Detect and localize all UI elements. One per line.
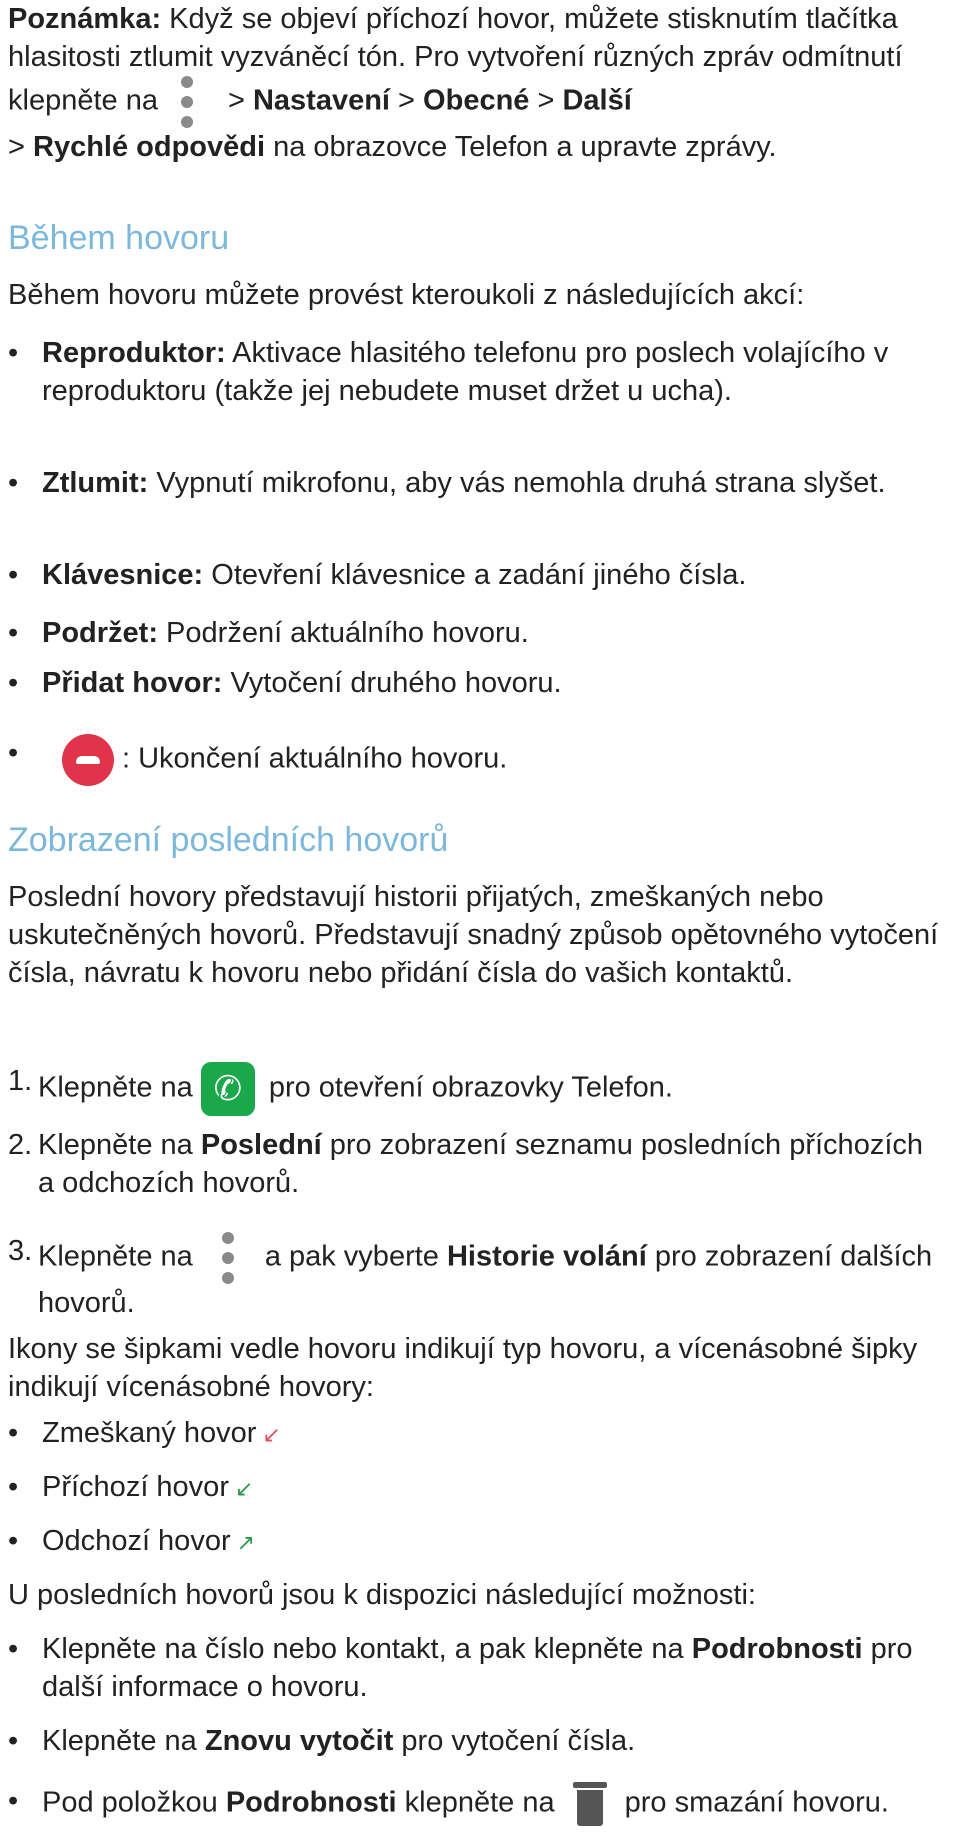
item-label: Reproduktor: [42,337,226,369]
outgoing-call-icon: ↗ [236,1531,256,1556]
bullet: • [8,1785,19,1817]
list-item-text [42,1522,942,1563]
note-text-1: Když se objeví příchozí hovor, můžete stisknutím tlačítka hlasitosti ztlumit vyzváněcí tón. Pro vytvoření různých zpráv odmítnutí klepněte na [8,3,903,117]
step-text [38,1126,938,1202]
list-item-text [42,334,942,410]
item-label: Přidat hovor: [42,667,223,699]
phone-app-icon [201,1062,255,1116]
list-item-text [42,464,942,502]
note-sep: > [529,84,563,117]
item-text: Podržení aktuálního hovoru. [158,617,529,649]
option-text-b: pro další informace o hovoru. [42,1633,913,1703]
note-obecne: Obecné [423,84,530,117]
list-item-text [42,664,942,702]
item-text: Aktivace hlasitého telefonu pro poslech volajícího v reproduktoru (takže jej nebudete muset držet u ucha). [42,337,889,407]
step-text-c: pro zobrazení dalších hovorů. [38,1240,933,1319]
step-text-b: a pak vyberte [264,1240,447,1273]
list-item-text [42,1414,942,1455]
bullet: • [8,667,19,699]
option-text-a: Pod položkou [42,1786,226,1819]
bullet: • [8,1525,19,1557]
note-nastaveni: Nastavení [252,84,390,117]
step-number: 1. [8,1065,33,1097]
list-item-text [42,1630,942,1706]
bullet: • [8,1471,19,1503]
bullet: • [8,617,19,649]
step-text-a: Klepněte na [38,1240,193,1273]
list-item-text [42,614,942,652]
step-bold: Historie volání [446,1240,647,1273]
missed-call-icon: ↙ [262,1423,281,1448]
step-text-b: pro otevření obrazovky Telefon. [268,1071,673,1104]
item-label: Klávesnice: [42,559,204,591]
option-text-c: pro smazání hovoru. [624,1786,889,1819]
option-text-b: klepněte na [396,1786,555,1819]
recent-calls-heading: Zobrazení posledních hovorů [8,821,449,859]
trash-icon [575,1782,605,1826]
note-label: Poznámka: [8,3,162,35]
step-text [38,1232,938,1322]
list-item-text [42,1722,942,1760]
bullet: • [8,1633,19,1665]
option-bold: Podrobnosti [691,1633,863,1665]
note-text-3: na obrazovce Telefon a upravte zprávy. [265,131,777,163]
bullet: • [8,467,19,499]
bullet: • [8,737,19,769]
note-paragraph [8,0,948,166]
step-text-a: Klepněte na [38,1129,201,1161]
item-text: Otevření klávesnice a zadání jiného čísla. [203,559,747,591]
item-text: Vypnutí mikrofonu, aby vás nemohla druhá strana slyšet. [148,467,886,499]
recent-calls-intro: Poslední hovory představují historii přijatých, zmeškaných nebo uskutečněných hovorů. Představují snadný způsob opětovného vytočení čísla, návratu k hovoru nebo přidání čísla do vašich kontaktů. [8,881,939,989]
options-intro: U posledních hovorů jsou k dispozici následující možnosti: [8,1579,756,1611]
step-bold: Poslední [200,1129,322,1161]
note-dalsi: Další [562,84,632,117]
option-text-a: Klepněte na číslo nebo kontakt, a pak klepněte na [42,1633,692,1665]
call-type-label: Zmeškaný hovor [42,1417,257,1449]
during-call-heading: Během hovoru [8,219,230,257]
incoming-call-icon: ↙ [234,1477,254,1502]
item-label: Ztlumit: [42,467,149,499]
step-text-a: Klepněte na [38,1071,193,1104]
note-sep: > [8,131,33,163]
bullet: • [8,559,19,591]
note-rychle: Rychlé odpovědi [33,131,266,163]
step-number: 2. [8,1129,33,1161]
during-call-intro: Během hovoru můžete provést kteroukoli z následujících akcí: [8,279,805,311]
option-bold: Podrobnosti [225,1786,397,1819]
bullet: • [8,1417,19,1449]
option-text-b: pro vytočení čísla. [393,1725,636,1757]
end-call-icon [62,734,114,786]
note-text-2: > [227,84,253,117]
call-type-label: Příchozí hovor [42,1471,229,1503]
item-text: : Ukončení aktuálního hovoru. [122,742,508,775]
list-item-text [42,1782,942,1826]
item-text: Vytočení druhého hovoru. [222,667,562,699]
option-bold: Znovu vytočit [204,1725,394,1757]
item-label: Podržet: [42,617,158,649]
bullet: • [8,1725,19,1757]
option-text-a: Klepněte na [42,1725,205,1757]
step-text-b: pro zobrazení seznamu posledních příchozích a odchozích hovorů. [38,1129,924,1199]
call-type-label: Odchozí hovor [42,1525,231,1557]
step-number: 3. [8,1235,33,1267]
list-item-text [42,1468,942,1509]
more-vert-icon [221,1232,235,1284]
list-item-text [48,734,948,786]
note-sep: > [389,84,424,117]
list-item-text [42,556,942,594]
icons-intro: Ikony se šipkami vedle hovoru indikují typ hovoru, a vícenásobné šipky indikují vícenásobné hovory: [8,1333,918,1403]
more-vert-icon [180,76,194,128]
step-text [38,1062,938,1116]
bullet: • [8,337,19,369]
